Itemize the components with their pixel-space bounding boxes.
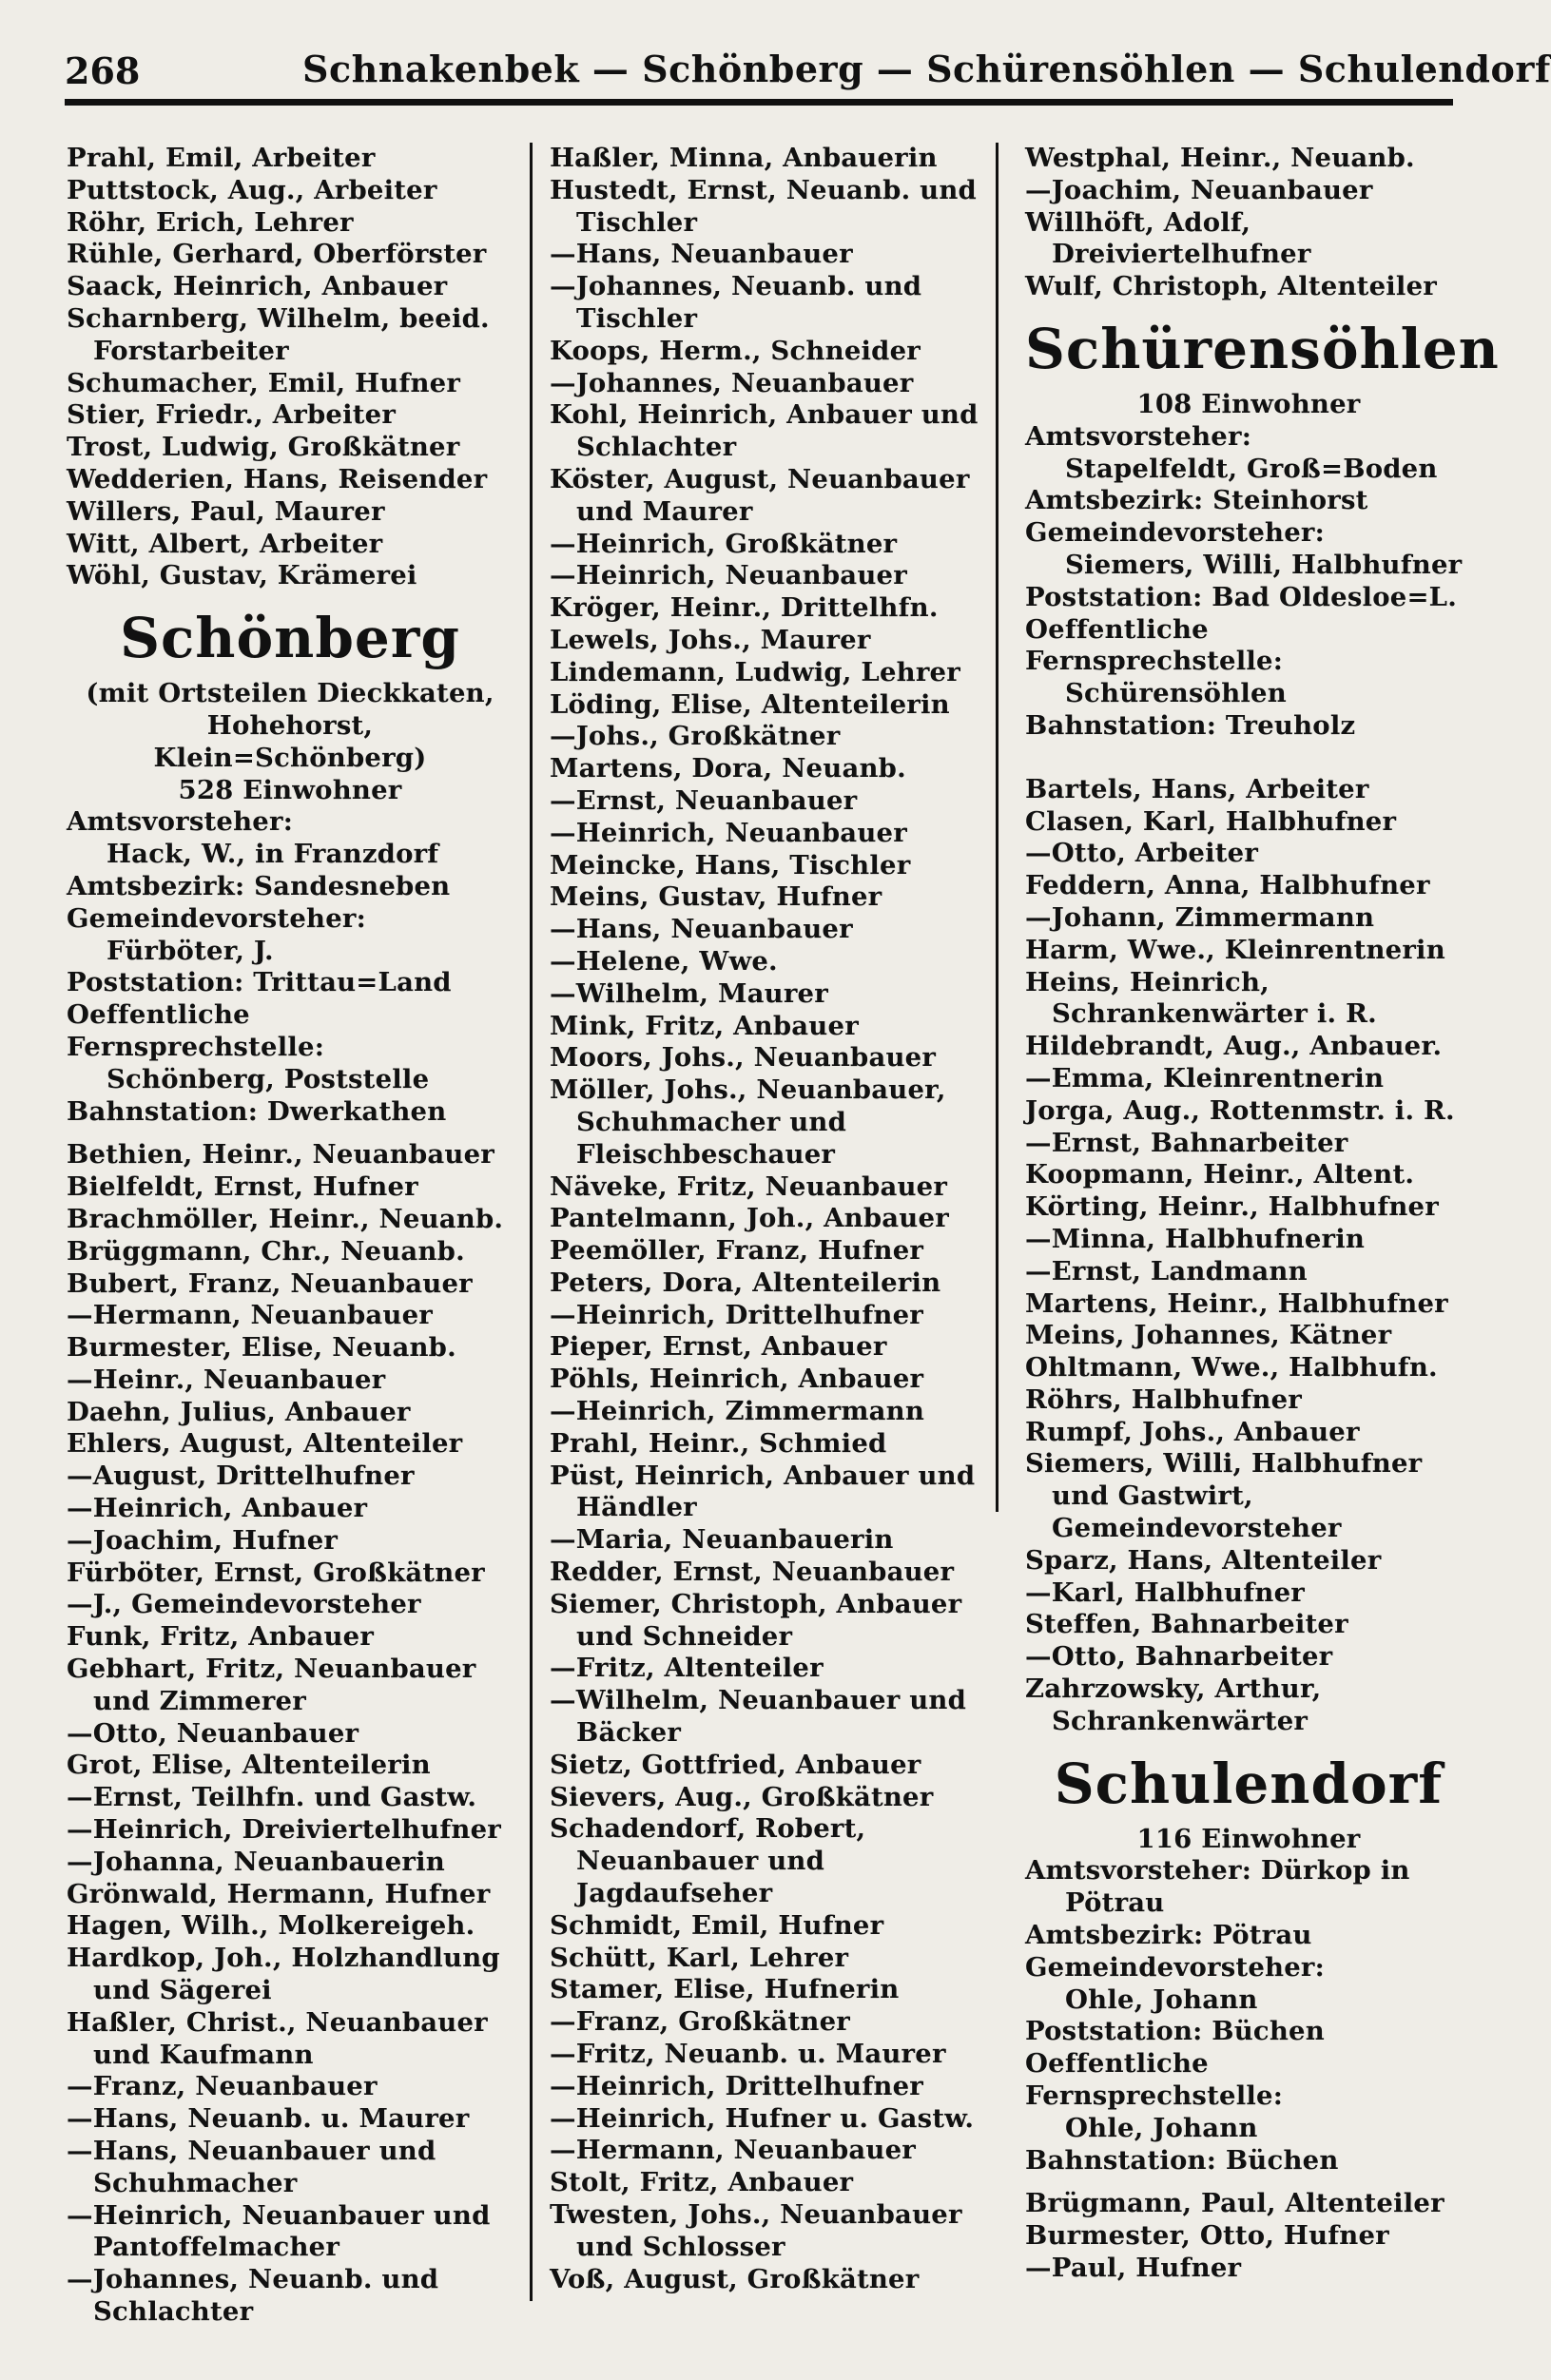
directory-entry: Harm, Wwe., Kleinrentnerin bbox=[1025, 934, 1445, 965]
place-title-schoenberg: Schönberg bbox=[120, 606, 460, 671]
inhabitants: 528 Einwohner bbox=[178, 774, 402, 805]
directory-entry: —Heinrich, Drittelhufner bbox=[550, 1299, 923, 1330]
directory-entry: Rumpf, Johs., Anbauer bbox=[1025, 1416, 1360, 1447]
directory-entry: Trost, Ludwig, Großkätner bbox=[67, 432, 460, 463]
info-value: Siemers, Willi, Halbhufner bbox=[1065, 549, 1463, 580]
place-subtitle: (mit Ortsteilen Dieckkaten, Hohehorst, Klein=Schönberg) bbox=[86, 678, 494, 773]
directory-entry: —Wilhelm, Maurer bbox=[550, 977, 828, 1009]
directory-entry: Twesten, Johs., Neuanbauer und Schlosser bbox=[550, 2199, 962, 2262]
directory-entry: Körting, Heinr., Halbhufner bbox=[1025, 1191, 1439, 1223]
info-value: Ohle, Johann bbox=[1065, 1983, 1258, 2015]
directory-entry: —Maria, Neuanbauerin bbox=[550, 1524, 894, 1556]
directory-entry: Siemer, Christoph, Anbauer und Schneider bbox=[550, 1588, 962, 1652]
directory-entry: —Heinrich, Neuanbauer bbox=[550, 817, 907, 848]
directory-entry: —Wilhelm, Neuanbauer und Bäcker bbox=[550, 1685, 967, 1749]
directory-entry: —Ernst, Neuanbauer bbox=[550, 784, 858, 816]
directory-entry: —J., Gemeindevorsteher bbox=[67, 1589, 421, 1620]
directory-entry: —Hans, Neuanbauer und Schuhmacher bbox=[67, 2136, 436, 2198]
info-label: Amtsvorsteher: bbox=[67, 806, 294, 838]
directory-entry: Daehn, Julius, Anbauer bbox=[67, 1396, 411, 1427]
directory-entry: Röhr, Erich, Lehrer bbox=[67, 206, 354, 238]
directory-entry: —Ernst, Landmann bbox=[1025, 1255, 1308, 1287]
entry-list bbox=[1025, 774, 1472, 1738]
directory-entry: Jorga, Aug., Rottenmstr. i. R. bbox=[1025, 1094, 1455, 1126]
directory-entry: Kohl, Heinrich, Anbauer und Schlachter bbox=[550, 399, 979, 463]
directory-entry: Stier, Friedr., Arbeiter bbox=[67, 399, 397, 431]
directory-entry: Schütt, Karl, Lehrer bbox=[550, 1942, 849, 1973]
directory-entry: Hildebrandt, Aug., Anbauer. bbox=[1025, 1031, 1443, 1062]
directory-entry: —Hermann, Neuanbauer bbox=[550, 2135, 916, 2166]
directory-entry: —Otto, Neuanbauer bbox=[67, 1717, 359, 1749]
directory-entry: Koopmann, Heinr., Altent. bbox=[1025, 1159, 1415, 1190]
directory-entry: Funk, Fritz, Anbauer bbox=[67, 1621, 375, 1653]
directory-entry: —Ernst, Bahnarbeiter bbox=[1025, 1127, 1348, 1158]
directory-entry: —Hans, Neuanbauer bbox=[550, 239, 853, 270]
directory-entry: Burmester, Elise, Neuanb. bbox=[67, 1332, 456, 1364]
info-label: Gemeindevorsteher: bbox=[67, 902, 366, 934]
directory-entry: Haßler, Minna, Anbauerin bbox=[550, 143, 938, 173]
directory-entry: Meins, Johannes, Kätner bbox=[1025, 1320, 1392, 1351]
directory-entry: Köster, August, Neuanbauer und Maurer bbox=[550, 463, 970, 527]
directory-entry: Schmidt, Emil, Hufner bbox=[550, 1909, 884, 1941]
directory-entry: Willers, Paul, Maurer bbox=[67, 495, 385, 527]
directory-entry: —Johannes, Neuanb. und Schlachter bbox=[67, 2264, 439, 2327]
directory-entry: —Minna, Halbhufnerin bbox=[1025, 1223, 1366, 1254]
info-label: Poststation: Büchen bbox=[1025, 2016, 1325, 2047]
directory-entry: Wulf, Christoph, Altenteiler bbox=[1025, 271, 1437, 302]
directory-entry: Hardkop, Joh., Holzhandlung und Sägerei bbox=[67, 1943, 500, 2006]
directory-entry: Pantelmann, Joh., Anbauer bbox=[550, 1203, 949, 1234]
directory-entry: Wöhl, Gustav, Krämerei bbox=[67, 560, 417, 591]
directory-entry: Haßler, Christ., Neuanbauer und Kaufmann bbox=[67, 2006, 488, 2070]
directory-entry: Willhöft, Adolf, Dreiviertelhufner bbox=[1025, 206, 1311, 270]
place-title-schulendorf: Schulendorf bbox=[1054, 1751, 1444, 1816]
directory-entry: —Fritz, Altenteiler bbox=[550, 1653, 824, 1684]
info-value: Hack, W., in Franzdorf bbox=[107, 839, 439, 870]
directory-entry: Burmester, Otto, Hufner bbox=[1025, 2220, 1389, 2252]
directory-entry: Sparz, Hans, Altenteiler bbox=[1025, 1544, 1382, 1576]
directory-entry: Wedderien, Hans, Reisender bbox=[67, 463, 488, 494]
info-label: Oeffentliche Fernsprechstelle: bbox=[1025, 613, 1284, 677]
directory-entry: —Johann, Zimmermann bbox=[1025, 901, 1375, 933]
directory-entry: Pöhls, Heinrich, Anbauer bbox=[550, 1364, 924, 1395]
directory-entry: —Heinrich, Hufner u. Gastw. bbox=[550, 2102, 975, 2134]
directory-entry: Ehlers, August, Altenteiler bbox=[67, 1428, 463, 1460]
info-value: Ohle, Johann bbox=[1065, 2112, 1258, 2143]
running-title: Schnakenbek — Schönberg — Schürensöhlen — Schulendorf bbox=[302, 48, 1551, 90]
directory-entry: Bubert, Franz, Neuanbauer bbox=[67, 1267, 473, 1299]
directory-entry: Möller, Johs., Neuanbauer, Schuhmacher und Fleischbeschauer bbox=[550, 1074, 946, 1170]
directory-entry: Meincke, Hans, Tischler bbox=[550, 849, 911, 880]
directory-entry: Puttstock, Aug., Arbeiter bbox=[67, 174, 437, 205]
directory-entry: —Hans, Neuanb. u. Maurer bbox=[67, 2103, 470, 2135]
place-title-schuerensoehlen: Schürensöhlen bbox=[1025, 316, 1500, 381]
directory-entry: Redder, Ernst, Neuanbauer bbox=[550, 1557, 955, 1588]
directory-entry: Brachmöller, Heinr., Neuanb. bbox=[67, 1203, 504, 1234]
directory-entry: Moors, Johs., Neuanbauer bbox=[550, 1042, 937, 1074]
directory-entry: Meins, Gustav, Hufner bbox=[550, 881, 882, 913]
directory-entry: —Franz, Großkätner bbox=[550, 2006, 850, 2038]
info-label: Bahnstation: Treuholz bbox=[1025, 709, 1356, 741]
directory-entry: Prahl, Emil, Arbeiter bbox=[67, 143, 376, 173]
directory-entry: —Heinr., Neuanbauer bbox=[67, 1364, 386, 1395]
column-1 bbox=[67, 143, 514, 2327]
directory-entry: Fürböter, Ernst, Großkätner bbox=[67, 1557, 485, 1588]
directory-entry: Löding, Elise, Altenteilerin bbox=[550, 688, 950, 720]
directory-entry: Bartels, Hans, Arbeiter bbox=[1025, 773, 1369, 804]
info-label: Amtsbezirk: Pötrau bbox=[1025, 1920, 1312, 1951]
entry-list bbox=[67, 1139, 514, 2328]
directory-entry: Heins, Heinrich, Schrankenwärter i. R. bbox=[1025, 966, 1377, 1030]
directory-entry: —Karl, Halbhufner bbox=[1025, 1577, 1305, 1608]
info-label: Bahnstation: Dwerkathen bbox=[67, 1095, 447, 1127]
directory-entry: Martens, Dora, Neuanb. bbox=[550, 753, 906, 784]
directory-entry: Rühle, Gerhard, Oberförster bbox=[67, 239, 487, 270]
directory-entry: —Emma, Kleinrentnerin bbox=[1025, 1062, 1385, 1093]
info-label: Bahnstation: Büchen bbox=[1025, 2144, 1339, 2176]
directory-entry: Näveke, Fritz, Neuanbauer bbox=[550, 1171, 948, 1202]
directory-entry: Lindemann, Ludwig, Lehrer bbox=[550, 656, 960, 687]
directory-entry: —Heinrich, Dreiviertelhufner bbox=[67, 1814, 501, 1846]
entry-list bbox=[550, 143, 987, 2295]
place-info bbox=[67, 806, 514, 1128]
directory-entry: Pieper, Ernst, Anbauer bbox=[550, 1331, 887, 1363]
directory-entry: —Heinrich, Drittelhufner bbox=[550, 2070, 923, 2101]
directory-entry: Stamer, Elise, Hufnerin bbox=[550, 1974, 900, 2005]
directory-entry: Schadendorf, Robert, Neuanbauer und Jagdaufseher bbox=[550, 1813, 866, 1909]
info-label: Amtsvorsteher: bbox=[1025, 420, 1252, 452]
directory-entry: Peemöller, Franz, Hufner bbox=[550, 1235, 924, 1267]
info-label: Amtsbezirk: Sandesneben bbox=[67, 870, 451, 901]
directory-entry: —Fritz, Neuanb. u. Maurer bbox=[550, 2039, 946, 2070]
directory-entry: Witt, Albert, Arbeiter bbox=[67, 528, 383, 559]
directory-entry: —Hermann, Neuanbauer bbox=[67, 1300, 433, 1331]
directory-entry: —Paul, Hufner bbox=[1025, 2253, 1242, 2284]
directory-entry: Gebhart, Fritz, Neuanbauer und Zimmerer bbox=[67, 1654, 476, 1716]
directory-entry: —Johannes, Neuanbauer bbox=[550, 367, 914, 398]
info-value: Fürböter, J. bbox=[107, 935, 274, 966]
directory-entry: Bethien, Heinr., Neuanbauer bbox=[67, 1139, 494, 1171]
header-rule bbox=[65, 99, 1453, 106]
directory-entry: —Franz, Neuanbauer bbox=[67, 2071, 378, 2102]
directory-entry: Scharnberg, Wilhelm, beeid. Forstarbeiter bbox=[67, 302, 490, 366]
directory-entry: —Hans, Neuanbauer bbox=[550, 914, 853, 945]
info-value: Pötrau bbox=[1065, 1887, 1165, 1919]
directory-entry: Peters, Dora, Altenteilerin bbox=[550, 1267, 941, 1298]
entry-list bbox=[1025, 2188, 1472, 2284]
directory-entry: Schumacher, Emil, Hufner bbox=[67, 367, 461, 398]
directory-entry: Ohltmann, Wwe., Halbhufn. bbox=[1025, 1352, 1438, 1383]
directory-entry: Hagen, Wilh., Molkereigeh. bbox=[67, 1910, 475, 1942]
directory-entry: Saack, Heinrich, Anbauer bbox=[67, 271, 448, 302]
info-label: Poststation: Bad Oldesloe=L. bbox=[1025, 581, 1457, 612]
directory-entry: Brüggmann, Chr., Neuanb. bbox=[67, 1235, 465, 1267]
directory-entry: Lewels, Johs., Maurer bbox=[550, 624, 871, 655]
directory-entry: Sievers, Aug., Großkätner bbox=[550, 1781, 934, 1812]
column-divider bbox=[996, 143, 998, 1512]
info-label: Gemeindevorsteher: bbox=[1025, 1951, 1325, 1983]
info-label: Oeffentliche Fernsprechstelle: bbox=[67, 999, 325, 1062]
directory-entry: —Ernst, Teilhfn. und Gastw. bbox=[67, 1782, 477, 1813]
directory-entry: Stolt, Fritz, Anbauer bbox=[550, 2167, 854, 2198]
info-value: Stapelfeldt, Groß=Boden bbox=[1065, 453, 1438, 484]
directory-entry: Zahrzowsky, Arthur, Schrankenwärter bbox=[1025, 1674, 1322, 1736]
directory-entry: —Heinrich, Zimmermann bbox=[550, 1396, 925, 1427]
directory-entry: Püst, Heinrich, Anbauer und Händler bbox=[550, 1460, 976, 1523]
directory-entry: Voß, August, Großkätner bbox=[550, 2263, 920, 2294]
place-info bbox=[1025, 421, 1472, 743]
entry-list bbox=[67, 143, 514, 592]
entry-list bbox=[1025, 143, 1472, 303]
directory-entry: Siemers, Willi, Halbhufner und Gastwirt, Gemeindevorsteher bbox=[1025, 1448, 1423, 1544]
directory-entry: Clasen, Karl, Halbhufner bbox=[1025, 805, 1397, 837]
column-3 bbox=[1025, 143, 1500, 2301]
info-value: Schürensöhlen bbox=[1065, 678, 1287, 709]
directory-entry: —Heinrich, Neuanbauer bbox=[550, 560, 907, 591]
directory-entry: —August, Drittelhufner bbox=[67, 1461, 415, 1492]
directory-entry: —Heinrich, Anbauer bbox=[67, 1493, 368, 1524]
info-label: Oeffentliche Fernsprechstelle: bbox=[1025, 2048, 1284, 2112]
page-number: 268 bbox=[65, 49, 141, 92]
directory-entry: Grönwald, Hermann, Hufner bbox=[67, 1878, 491, 1909]
directory-entry: Koops, Herm., Schneider bbox=[550, 335, 921, 366]
directory-entry: Mink, Fritz, Anbauer bbox=[550, 1010, 859, 1041]
page-header bbox=[65, 46, 1551, 101]
info-label: Gemeindevorsteher: bbox=[1025, 517, 1325, 549]
directory-entry: —Heinrich, Großkätner bbox=[550, 528, 898, 559]
inhabitants: 116 Einwohner bbox=[1136, 1823, 1361, 1854]
directory-entry: Grot, Elise, Altenteilerin bbox=[67, 1750, 431, 1781]
directory-entry: Bielfeldt, Ernst, Hufner bbox=[67, 1171, 418, 1203]
directory-entry: —Helene, Wwe. bbox=[550, 945, 778, 977]
directory-entry: Brügmann, Paul, Altenteiler bbox=[1025, 2188, 1444, 2219]
directory-entry: —Joachim, Neuanbauer bbox=[1025, 174, 1373, 205]
directory-entry: Feddern, Anna, Halbhufner bbox=[1025, 870, 1430, 901]
directory-entry: Sietz, Gottfried, Anbauer bbox=[550, 1749, 921, 1780]
info-value: Schönberg, Poststelle bbox=[107, 1063, 430, 1094]
column-2 bbox=[550, 143, 987, 2301]
directory-entry: Hustedt, Ernst, Neuanb. und Tischler bbox=[550, 174, 977, 238]
directory-entry: Kröger, Heinr., Drittelhfn. bbox=[550, 592, 939, 624]
directory-entry: —Otto, Arbeiter bbox=[1025, 838, 1259, 869]
inhabitants: 108 Einwohner bbox=[1136, 388, 1361, 419]
directory-entry: —Otto, Bahnarbeiter bbox=[1025, 1641, 1333, 1673]
directory-entry: —Johanna, Neuanbauerin bbox=[67, 1846, 445, 1877]
directory-entry: Steffen, Bahnarbeiter bbox=[1025, 1609, 1348, 1640]
directory-entry: —Heinrich, Neuanbauer und Pantoffelmacher bbox=[67, 2199, 491, 2263]
directory-entry: Westphal, Heinr., Neuanb. bbox=[1025, 143, 1415, 173]
directory-entry: Martens, Heinr., Halbhufner bbox=[1025, 1287, 1448, 1319]
info-label: Poststation: Trittau=Land bbox=[67, 967, 452, 998]
directory-entry: —Johannes, Neuanb. und Tischler bbox=[550, 271, 922, 334]
place-info bbox=[1025, 1855, 1472, 2177]
directory-entry: —Johs., Großkätner bbox=[550, 721, 841, 752]
directory-entry: Röhrs, Halbhufner bbox=[1025, 1383, 1302, 1415]
directory-entry: Prahl, Heinr., Schmied bbox=[550, 1427, 887, 1459]
column-divider bbox=[530, 143, 533, 2301]
info-label: Amtsbezirk: Steinhorst bbox=[1025, 485, 1368, 516]
info-label: Amtsvorsteher: Dürkop in bbox=[1025, 1855, 1410, 1887]
directory-entry: —Joachim, Hufner bbox=[67, 1524, 339, 1556]
